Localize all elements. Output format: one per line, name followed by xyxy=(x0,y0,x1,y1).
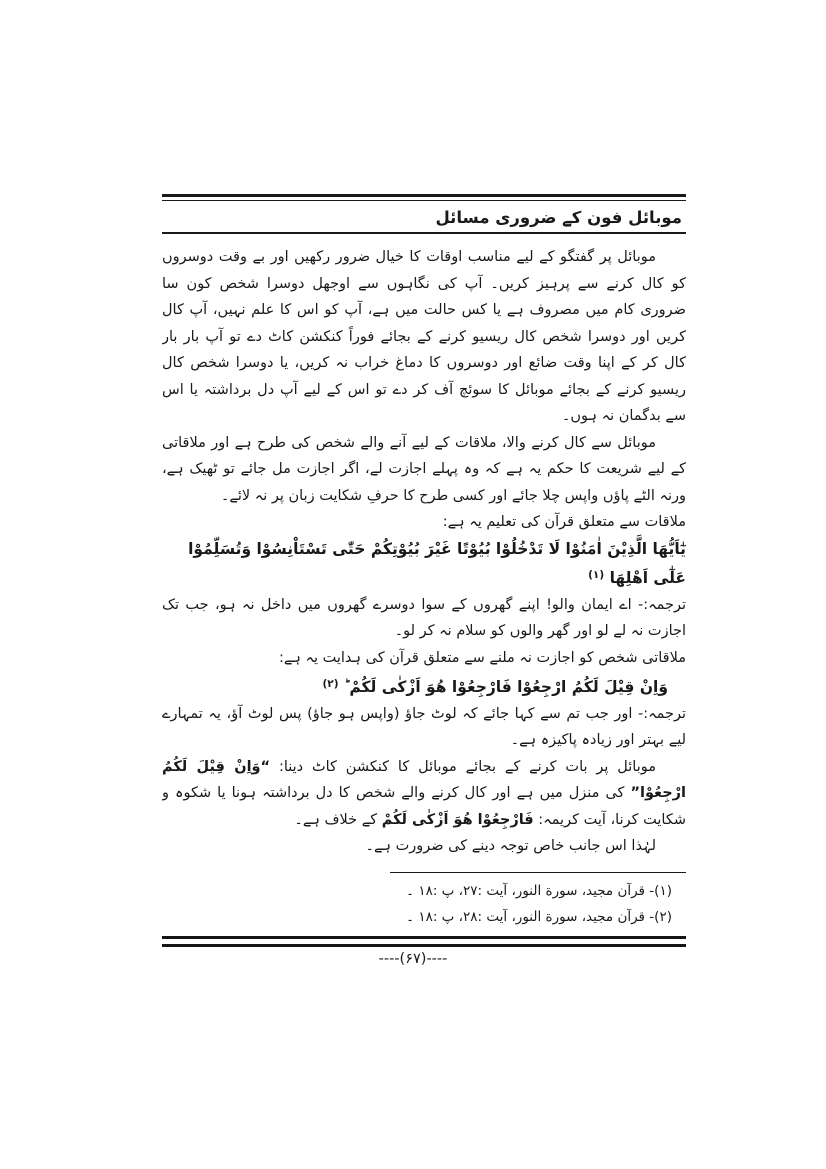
footnotes-section xyxy=(162,866,686,930)
paragraph-3-text-c: کے خلاف ہے۔ xyxy=(294,811,382,828)
verse-1-text: يٰٓاَيُّهَا الَّذِيْنَ اٰمَنُوْا لَا تَدْخُلُوْا بُيُوْتًا غَيْرَ بُيُوْتِكُمْ حَتّٰى تَسْتَاْنِسُوْا وَتُسَلِّمُوْا عَلٰٓى اَهْلِهَا xyxy=(188,539,686,587)
paragraph-3 xyxy=(162,754,686,834)
inline-verse-quote-2: فَارْجِعُوْا هُوَ اَزْكٰى لَكُمْ xyxy=(381,811,534,828)
bottom-double-rule xyxy=(162,936,686,947)
page-number: ----(۶۷)---- xyxy=(378,951,448,967)
translation-2: ترجمہ:- اور جب تم سے کہا جائے کہ لوٹ جاؤ (واپس ہو جاؤ) پس لوٹ آؤ، یہ تمہارے لیے بہتر اور زیادہ پاکیزہ ہے۔ xyxy=(162,705,686,748)
closing-line: لہٰذا اس جانب خاص توجہ دینے کی ضرورت ہے۔ xyxy=(365,838,656,854)
quran-intro-1: ملاقات سے متعلق قرآن کی تعلیم یہ ہے: xyxy=(442,514,686,530)
page-content-frame xyxy=(162,194,686,947)
verse-1-footnote-ref: (۱) xyxy=(588,569,605,581)
footnote-2: (۲)- قرآن مجید، سورة النور، آیت :۲۸، پ :۱۸ ۔ xyxy=(406,909,672,925)
quran-verse-2 xyxy=(162,671,686,701)
paragraph-3-text-b: کی منزل میں ہے اور کال کرنے والے شخص کا دل برداشتہ ہونا یا شکوہ و شکایت کرنا، آیت کریمہ: xyxy=(162,785,686,828)
verse-2-footnote-ref: (۲) xyxy=(322,678,339,690)
translation-1: ترجمہ:- اے ایمان والو! اپنے گھروں کے سوا دوسرے گھروں میں داخل نہ ہو، جب تک اجازت نہ لے لو اور گھر والوں کو سلام نہ کر لو۔ xyxy=(162,596,686,639)
quran-verse-1 xyxy=(162,536,686,592)
verse-2-text: وَاِنْ قِيْلَ لَكُمُ ارْجِعُوْا فَارْجِعُوْا هُوَ اَزْكٰى لَكُمْ ؕ xyxy=(343,678,668,696)
paragraph-1: موبائل پر گفتگو کے لیے مناسب اوقات کا خیال ضرور رکھیں اور بے وقت دوسروں کو کال کرنے سے پرہیز کریں۔ آپ کی نگاہوں سے اوجھل دوسرا شخص کون سا ضروری کام میں مصروف ہے یا کس حالت میں ہے، آپ کو اس کا علم نہیں، آپ کال کریں اور دوسرا شخص کال ریسیو کرنے کے بجائے فوراً کنکشن کاٹ دے تو آپ بار بار کال کر کے اپنا وقت ضائع اور دوسروں کا دماغ خراب نہ کریں، یا دوسرا شخص کال ریسیو کرنے کے بجائے موبائل کا سوئچ آف کر دے تو اس کے لیے آپ دل برداشتہ یا اس سے بدگمان نہ ہوں۔ xyxy=(162,249,686,424)
paragraph-2: موبائل سے کال کرنے والا، ملاقات کے لیے آنے والے شخص کی طرح ہے اور ملاقاتی کے لیے شریعت کا حکم یہ ہے کہ وہ پہلے اجازت لے، اگر اجازت مل جائے تو ٹھیک ہے، ورنہ الٹے پاؤں واپس چلا جائے اور کسی طرح کا حرفِ شکایت زبان پر نہ لائے۔ xyxy=(162,434,686,504)
footnote-separator-rule xyxy=(390,872,686,873)
chapter-title: موبائل فون کے ضروری مسائل xyxy=(435,208,682,227)
top-double-rule xyxy=(162,194,686,201)
paragraph-3-text-a: موبائل پر بات کرنے کے بجائے موبائل کا کنکشن کاٹ دینا: xyxy=(270,758,657,775)
page-header xyxy=(162,201,686,234)
body-text-block xyxy=(162,244,686,866)
quran-intro-2: ملاقاتی شخص کو اجازت نہ ملنے سے متعلق قرآن کی ہدایت یہ ہے: xyxy=(279,649,686,666)
footnote-1: (۱)- قرآن مجید، سورة النور، آیت :۲۷، پ :۱۸ ۔ xyxy=(406,883,672,899)
inline-verse-quote-1: “وَاِنْ قِيْلَ لَكُمُ ارْجِعُوْا” xyxy=(162,758,686,801)
